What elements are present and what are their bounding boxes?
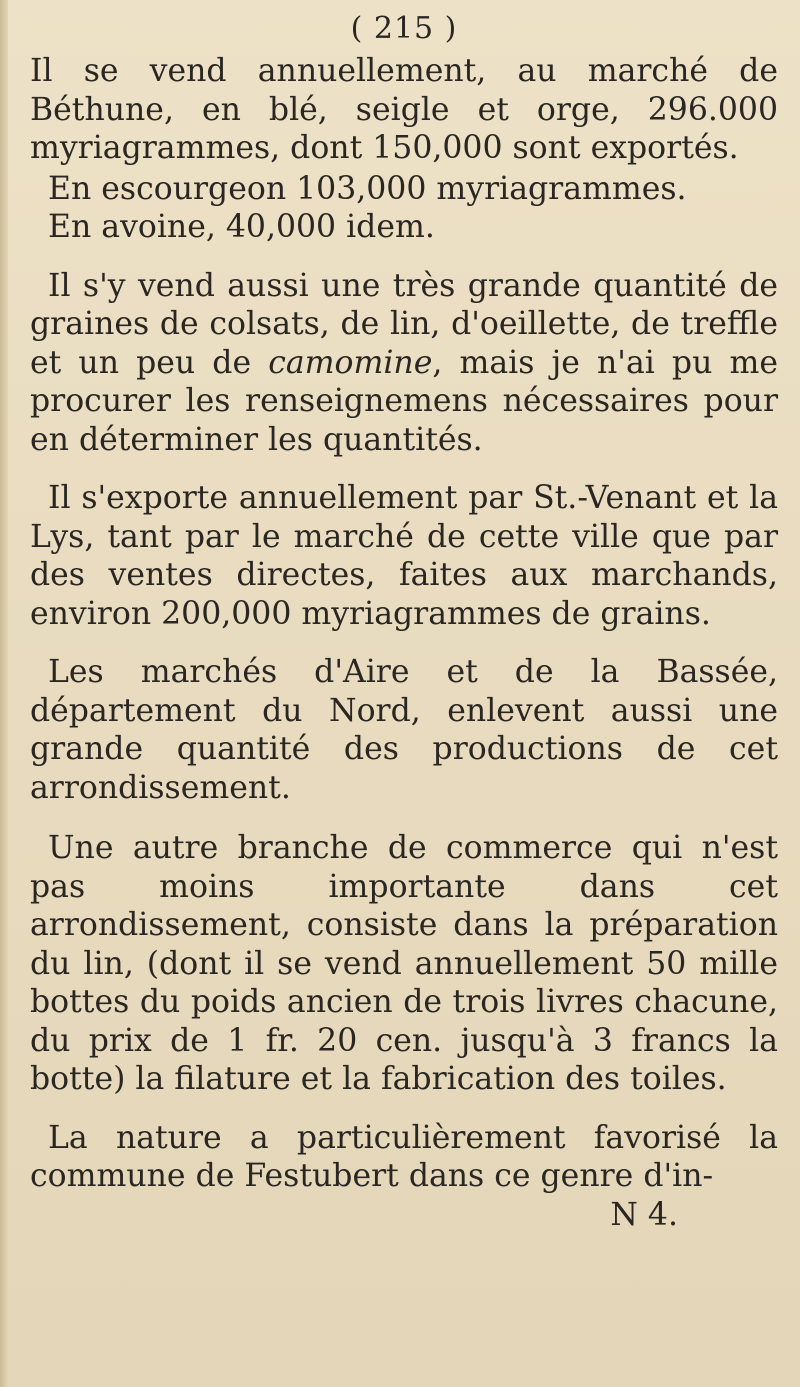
paragraph-7: Une autre branche de commerce qui n'est pas moins importante dans cet arrondissement, consiste dans la préparation du lin, (dont il se vend annuellement 50 mille bottes du poids ancien de trois livres chacune, du prix de 1 fr. 20 cen. jusqu'à 3 francs la botte) la filature et la fabrication des toiles.: [30, 830, 778, 1097]
paragraph-5: Il s'exporte annuellement par St.-Venant et la Lys, tant par le marché de cette ville que par des ventes directes, faites aux marchands, environ 200,000 myriagrammes de grains.: [30, 480, 778, 632]
paragraph-8: La nature a particulièrement favorisé la commune de Festubert dans ce genre d'in-: [30, 1119, 778, 1194]
paragraph-1: Il se vend annuellement, au marché de Béthune, en blé, seigle et orge, 296.000 myriagrammes, dont 150,000 sont exportés.: [30, 53, 778, 166]
page-number: ( 215 ): [350, 11, 458, 46]
paragraph-3: En avoine, 40,000 idem.: [48, 209, 435, 245]
paragraph-4-text-start: Il s'y vend aussi une très grande quantité de graines de colsats, de lin, d'oeillette, de treffle et un peu de: [30, 267, 778, 381]
paragraph-4: [30, 267, 778, 460]
page-text-block: [30, 6, 778, 1234]
paragraph-2: En escourgeon 103,000 myriagrammes.: [48, 170, 687, 207]
italic-word: camomine: [268, 344, 433, 381]
paragraph-4-text-end: , mais je n'ai pu me procurer les renseignemens nécessaires pour en déterminer les quantités.: [30, 344, 779, 458]
signature-mark: N 4.: [610, 1196, 678, 1233]
page-binding-edge: [0, 0, 8, 1387]
paragraph-6: Les marchés d'Aire et de la Bassée, département du Nord, enlevent aussi une grande quantité des productions de cet arrondissement.: [30, 654, 778, 806]
